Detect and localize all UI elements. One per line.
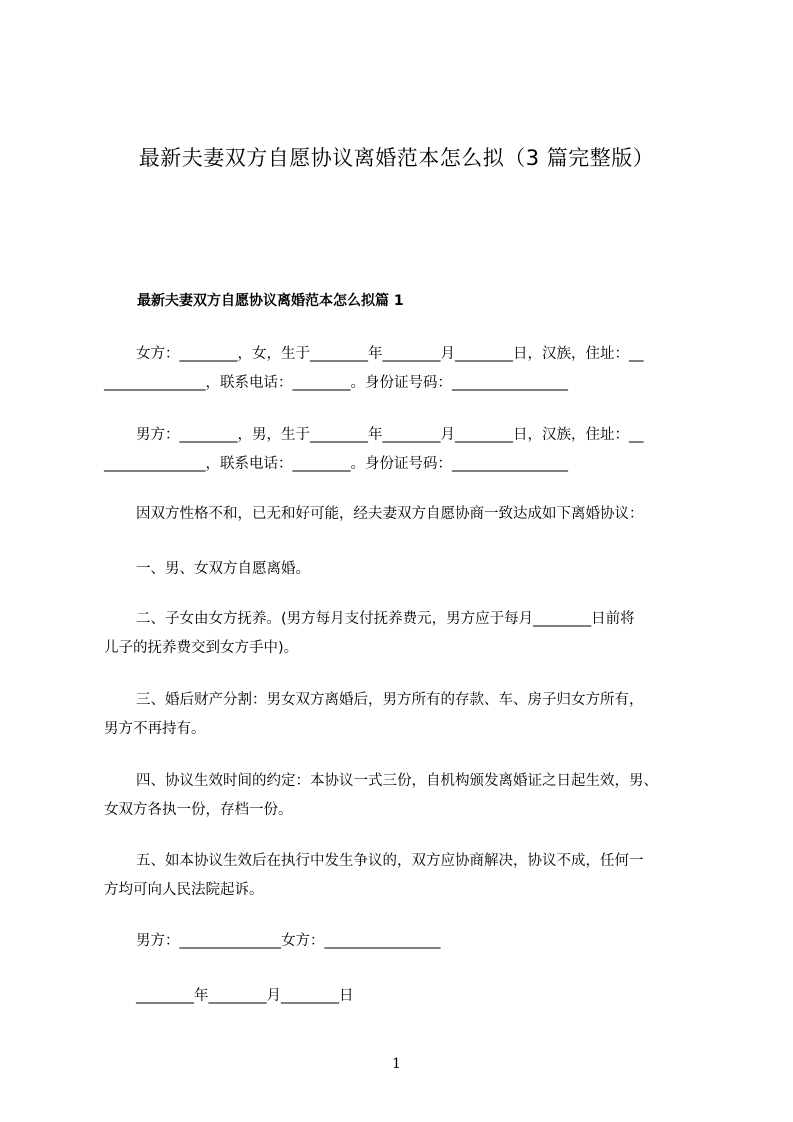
- paragraph-line: ______________，联系电话：________。身份证号码：________________: [104, 456, 568, 472]
- paragraph-line: 男方：______________女方：________________: [136, 933, 441, 949]
- paragraph-husband-info: [104, 421, 704, 479]
- paragraph-line: 男方：________，男，生于________年________月________日，汉族，住址：__: [136, 427, 644, 443]
- document-title: 最新夫妻双方自愿协议离婚范本怎么拟（3 篇完整版）: [138, 146, 655, 170]
- paragraph-line: 儿子的抚养费交到女方手中)。: [104, 640, 299, 656]
- paragraph-preamble: [104, 500, 704, 529]
- paragraph-line: ________年________月________日: [136, 988, 354, 1004]
- signature-line: [104, 927, 704, 956]
- date-line: [104, 982, 704, 1011]
- paragraph-line: 方均可向人民法院起诉。: [104, 882, 264, 898]
- paragraph-line: 二、子女由女方抚养。(男方每月支付抚养费元，男方应于每月________日前将: [136, 611, 635, 627]
- paragraph-line: 四、协议生效时间的约定：本协议一式三份，自机构颁发离婚证之日起生效，男、: [136, 773, 658, 789]
- paragraph-line: 一、男、女双方自愿离婚。: [136, 561, 310, 577]
- paragraph-line: 男方不再持有。: [104, 721, 206, 737]
- paragraph-line: 女双方各执一份，存档一份。: [104, 802, 293, 818]
- clause-2: [104, 605, 704, 663]
- page-number: 1: [392, 1056, 401, 1072]
- paragraph-line: 因双方性格不和，已无和好可能，经夫妻双方自愿协商一致达成如下离婚协议：: [136, 506, 644, 522]
- clause-4: [104, 767, 704, 825]
- paragraph-line: 三、婚后财产分割：男女双方离婚后，男方所有的存款、车、房子归女方所有，: [136, 692, 644, 708]
- paragraph-line: ______________，联系电话：________。身份证号码：________________: [104, 375, 568, 391]
- section-heading: 最新夫妻双方自愿协议离婚范本怎么拟篇 1: [137, 293, 404, 309]
- paragraph-line: 五、如本协议生效后在执行中发生争议的，双方应协商解决，协议不成，任何一: [136, 853, 644, 869]
- clause-5: [104, 847, 704, 905]
- clause-1: [104, 555, 704, 584]
- paragraph-wife-info: [104, 340, 704, 398]
- paragraph-line: 女方：________，女，生于________年________月________日，汉族，住址：__: [136, 346, 644, 362]
- clause-3: [104, 686, 704, 744]
